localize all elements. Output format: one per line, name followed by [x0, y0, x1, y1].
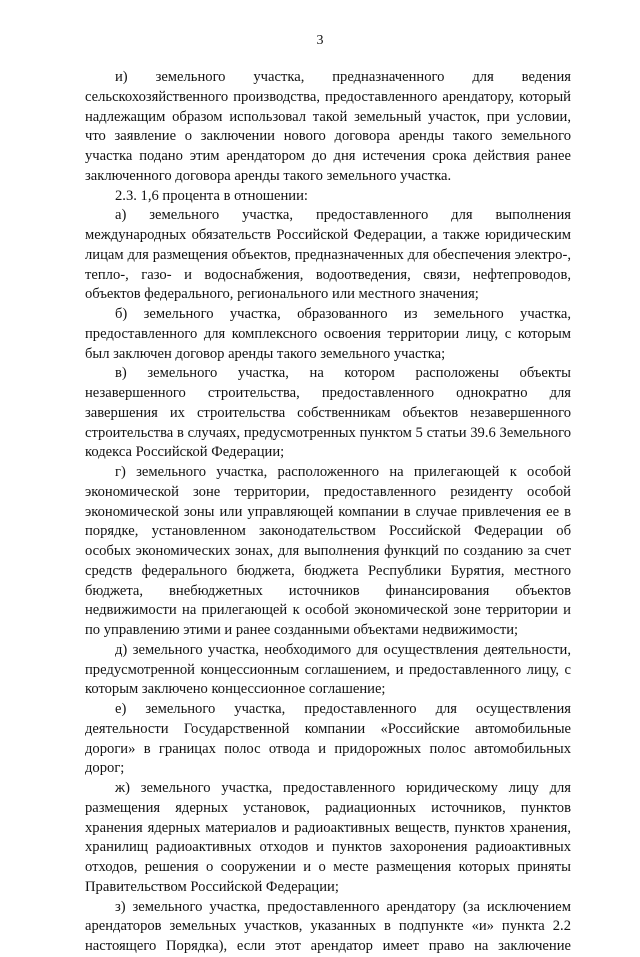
- paragraph-2-3: 2.3. 1,6 процента в отношении:: [115, 187, 308, 204]
- paragraph-a: а) земельного участка, предоставленного для выполнения международных обязательств Российской Федерации, а также юридическим лицам для размещения объектов, предназначенных для обеспечения электро-, тепло-, газо- и водоснабжения, водоотведения, связи, нефтепроводов, объектов федерального, регионального или местного значения;: [85, 207, 571, 303]
- paragraph-e: е) земельного участка, предоставленного для осуществления деятельности Государственной компании «Российские автомобильные дороги» в границах полос отвода и придорожных полос автомобильных дорог;: [85, 701, 571, 777]
- paragraph-z: з) земельного участка, предоставленного арендатору (за исключением арендаторов земельных участков, указанных в подпункте «и» пункта 2.2 настоящего Порядка), если этот арендатор имеет право на заключение: [85, 898, 571, 954]
- paragraph-g: г) земельного участка, расположенного на прилегающей к особой экономической зоне территории, предоставленного резиденту особой экономической зоны или управляющей компании в случае привлечения ее в порядке, установленном законодательством Российской Федерации об особых экономических зонах, для выполнения функций по созданию за счет средств федерального бюджета, бюджета Республики Бурятия, местного бюджета, внебюджетных источников финансирования объектов недвижимости на прилегающей к особой экономической зоне территории и по управлению этими и ранее созданными объектами недвижимости;: [85, 464, 571, 638]
- paragraph-i: и) земельного участка, предназначенного для ведения сельскохозяйственного производства, предоставленного арендатору, который надлежащим образом использовал такой земельный участок, при условии, что заявление о заключении нового договора аренды такого земельного участка подано этим арендатором до дня истечения срока действия ранее заключенного договора аренды такого земельного участка.: [85, 69, 571, 184]
- document-body: [85, 68, 571, 957]
- paragraph-v: в) земельного участка, на котором расположены объекты незавершенного строительства, предоставленного однократно для завершения их строительства собственникам объектов незавершенного строительства в случаях, предусмотренных пунктом 5 статьи 39.6 Земельного кодекса Российской Федерации;: [85, 365, 571, 461]
- page-number: 3: [316, 33, 324, 48]
- paragraph-d: д) земельного участка, необходимого для осуществления деятельности, предусмотренной концессионным соглашением, и предоставленного лицу, с которым заключено концессионное соглашение;: [85, 641, 571, 698]
- paragraph-b: б) земельного участка, образованного из земельного участка, предоставленного для комплексного освоения территории лицу, с которым был заключен договор аренды такого земельного участка;: [85, 306, 571, 362]
- paragraph-zh: ж) земельного участка, предоставленного юридическому лицу для размещения ядерных установок, радиационных источников, пунктов хранения ядерных материалов и радиоактивных веществ, пунктов хранения, хранилищ радиоактивных отходов и пунктов захоронения радиоактивных отходов, решения о сооружении и о месте размещения которых приняты Правительством Российской Федерации;: [85, 780, 571, 895]
